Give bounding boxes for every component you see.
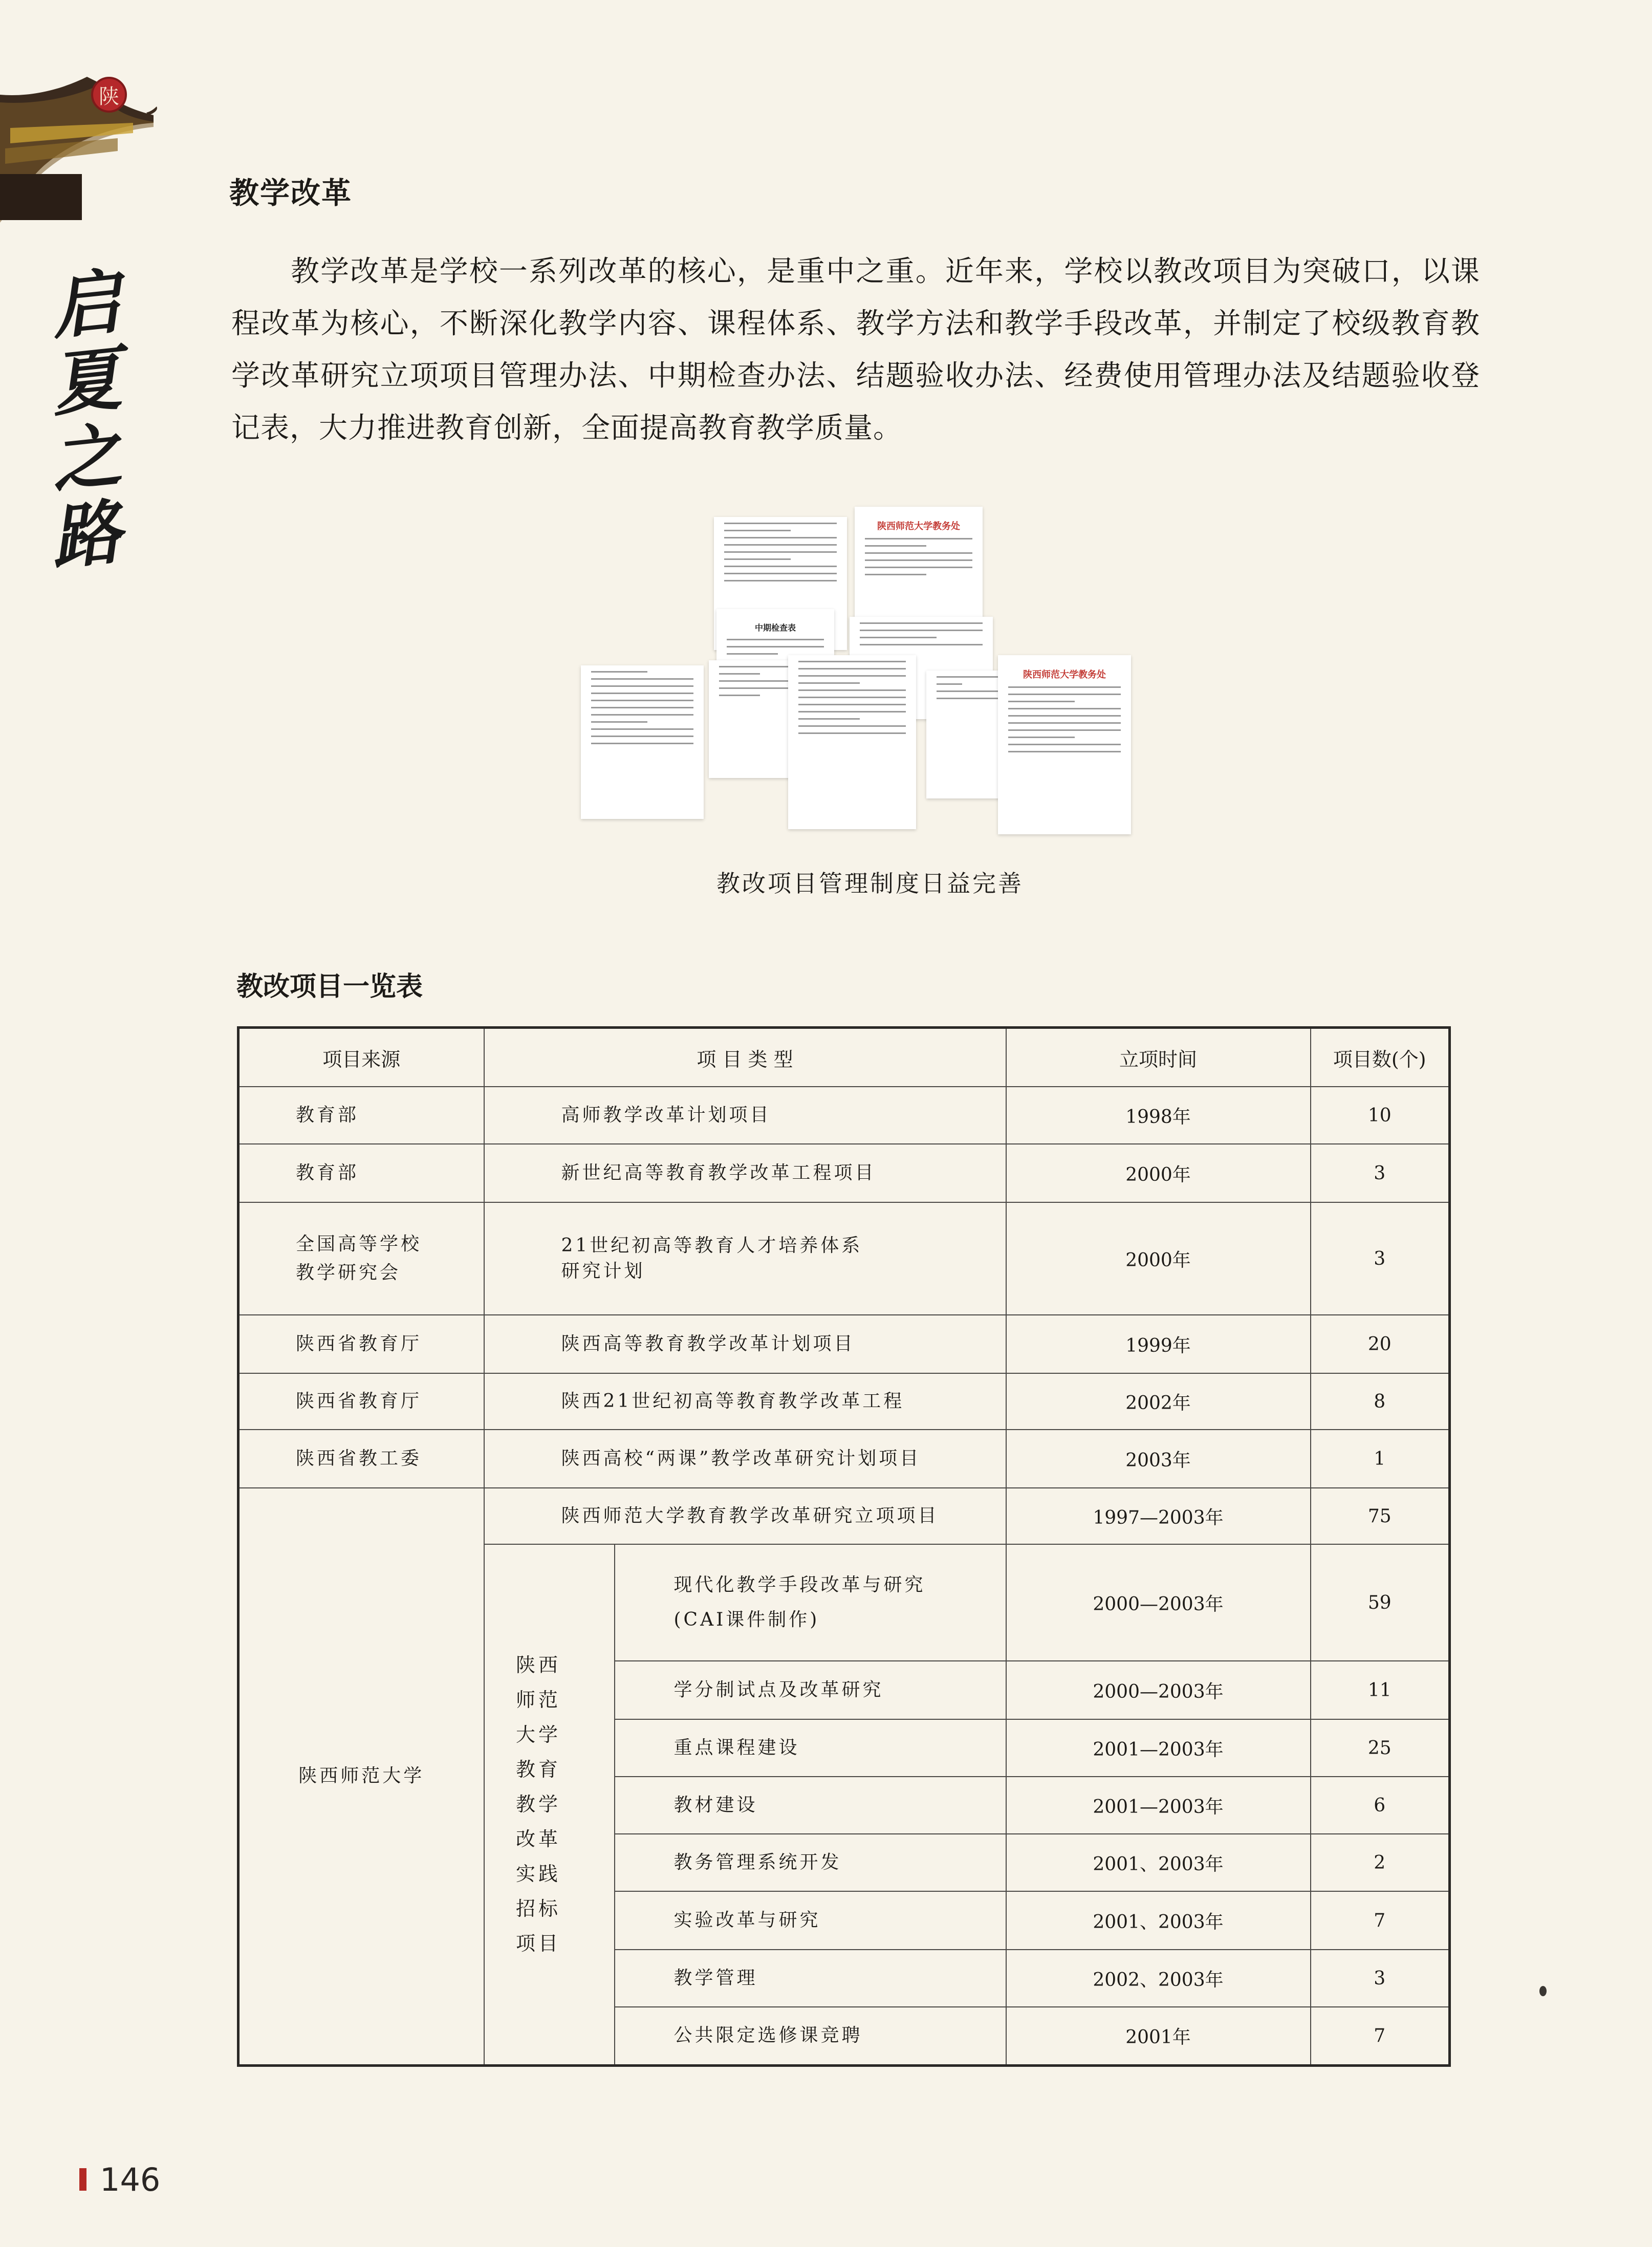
temple-roof-illustration: [0, 67, 159, 230]
cell-count: 8: [1311, 1373, 1450, 1430]
cell-source: 教育部: [238, 1144, 484, 1202]
cell-date: 2001、2003年: [1006, 1834, 1311, 1891]
cell-source-line: 教学研究会: [296, 1262, 401, 1283]
cell-source: 陕西省教工委: [238, 1430, 484, 1488]
cell-type: 陕西高等教育教学改革计划项目: [484, 1315, 1006, 1373]
header-count: 项目数(个): [1311, 1028, 1450, 1087]
cell-type: 陕西师范大学教育教学改革研究立项项目: [484, 1488, 1006, 1544]
cell-count: 25: [1311, 1719, 1450, 1777]
document-sheet: [788, 655, 916, 829]
cell-type: 教材建设: [615, 1777, 1006, 1834]
cell-date: 2001—2003年: [1006, 1777, 1311, 1834]
cell-count: 6: [1311, 1777, 1450, 1834]
cell-date: 2002、2003年: [1006, 1950, 1311, 2007]
cell-type-line: 研究计划: [561, 1261, 645, 1282]
cell-count: 3: [1311, 1144, 1450, 1202]
cell-date: 2001、2003年: [1006, 1891, 1311, 1950]
cell-count: 3: [1311, 1950, 1450, 2007]
cell-source-line: 全国高等学校: [296, 1234, 422, 1255]
document-sheet: 陕西师范大学教务处: [998, 655, 1131, 834]
group-label-text: 陕西师范大学教育教学改革实践招标项目: [516, 1654, 561, 1955]
table-row: [238, 1315, 1450, 1373]
scan-speck: [1539, 1986, 1547, 1996]
cell-count: 10: [1311, 1087, 1450, 1144]
cell-type-line: (CAI课件制作): [673, 1609, 820, 1630]
cell-count: 7: [1311, 2007, 1450, 2065]
brand-char: 之: [47, 414, 125, 503]
cell-type: [484, 1202, 1006, 1315]
cell-date: 1997—2003年: [1006, 1488, 1311, 1544]
cell-type: 教务管理系统开发: [615, 1834, 1006, 1891]
cell-count: 75: [1311, 1488, 1450, 1544]
intro-paragraph: 教学改革是学校一系列改革的核心，是重中之重。近年来，学校以教改项目为突破口，以课程改革为核心，不断深化教学内容、课程体系、教学方法和教学手段改革，并制定了校级教育教学改革研究立项项目管理办法、中期检查办法、结题验收办法、经费使用管理办法及结题验收登记表，大力推进教育创新，全面提高教育教学质量。: [231, 255, 1480, 445]
cell-count: 59: [1311, 1544, 1450, 1661]
table-row: [238, 1430, 1450, 1488]
cell-count: 2: [1311, 1834, 1450, 1891]
cell-type-line: 21世纪初高等教育人才培养体系: [561, 1235, 863, 1256]
cell-type: 学分制试点及改革研究: [615, 1661, 1006, 1719]
photo-caption: 教改项目管理制度日益完善: [716, 870, 1024, 897]
cell-date: 2001—2003年: [1006, 1719, 1311, 1777]
documents-photo: [578, 507, 1141, 845]
cell-group-label: [484, 1544, 615, 2065]
section-title: 教学改革: [229, 176, 353, 210]
cell-type: 陕西高校“两课”教学改革研究计划项目: [484, 1430, 1006, 1488]
page-number: 146: [100, 2161, 161, 2198]
cell-source: 陕西省教育厅: [238, 1373, 484, 1430]
cell-date: 1999年: [1006, 1315, 1311, 1373]
cell-date: 2000—2003年: [1006, 1661, 1311, 1719]
brand-calligraphy: [47, 261, 128, 580]
cell-date: 2002年: [1006, 1373, 1311, 1430]
brand-char: 夏: [47, 337, 125, 426]
table-header-row: [238, 1028, 1450, 1087]
cell-date: 2001年: [1006, 2007, 1311, 2065]
cell-date: 1998年: [1006, 1087, 1311, 1144]
document-sheet: 中期检查表: [716, 609, 834, 711]
cell-source: 教育部: [238, 1087, 484, 1144]
cell-date: 2000年: [1006, 1144, 1311, 1202]
header-type: 项 目 类 型: [484, 1028, 1006, 1087]
cell-type: 高师教学改革计划项目: [484, 1087, 1006, 1144]
cell-type: 公共限定选修课竞聘: [615, 2007, 1006, 2065]
table-row: [238, 1373, 1450, 1430]
document-sheet: [581, 665, 704, 819]
cell-count: 20: [1311, 1315, 1450, 1373]
cell-date: 2000年: [1006, 1202, 1311, 1315]
cell-date: 2003年: [1006, 1430, 1311, 1488]
document-sheet: 陕西师范大学教务处: [855, 507, 983, 650]
cell-type: 重点课程建设: [615, 1719, 1006, 1777]
brand-char: 启: [47, 261, 125, 350]
cell-type-line: 现代化教学手段改革与研究: [673, 1574, 926, 1595]
page-number-marker: [79, 2168, 86, 2191]
table-title: 教改项目一览表: [236, 971, 423, 1002]
cell-type: 陕西21世纪初高等教育教学改革工程: [484, 1373, 1006, 1430]
table-row: [238, 1202, 1450, 1315]
cell-type: 实验改革与研究: [615, 1891, 1006, 1950]
projects-table: [237, 1026, 1451, 2067]
cell-type: 教学管理: [615, 1950, 1006, 2007]
cell-count: 3: [1311, 1202, 1450, 1315]
cell-type: 新世纪高等教育教学改革工程项目: [484, 1144, 1006, 1202]
cell-type: [615, 1544, 1006, 1661]
brand-char: 路: [47, 491, 125, 580]
table-row: [238, 1488, 1450, 1544]
cell-count: 11: [1311, 1661, 1450, 1719]
cell-source: 陕西省教育厅: [238, 1315, 484, 1373]
table-row: [238, 1087, 1450, 1144]
header-date: 立项时间: [1006, 1028, 1311, 1087]
header-source: 项目来源: [238, 1028, 484, 1087]
cell-count: 1: [1311, 1430, 1450, 1488]
table-row: [238, 1144, 1450, 1202]
cell-date: 2000—2003年: [1006, 1544, 1311, 1661]
cell-source: [238, 1202, 484, 1315]
cell-source: 陕西师范大学: [238, 1488, 484, 2065]
seal-icon: 陕: [91, 77, 127, 113]
cell-count: 7: [1311, 1891, 1450, 1950]
